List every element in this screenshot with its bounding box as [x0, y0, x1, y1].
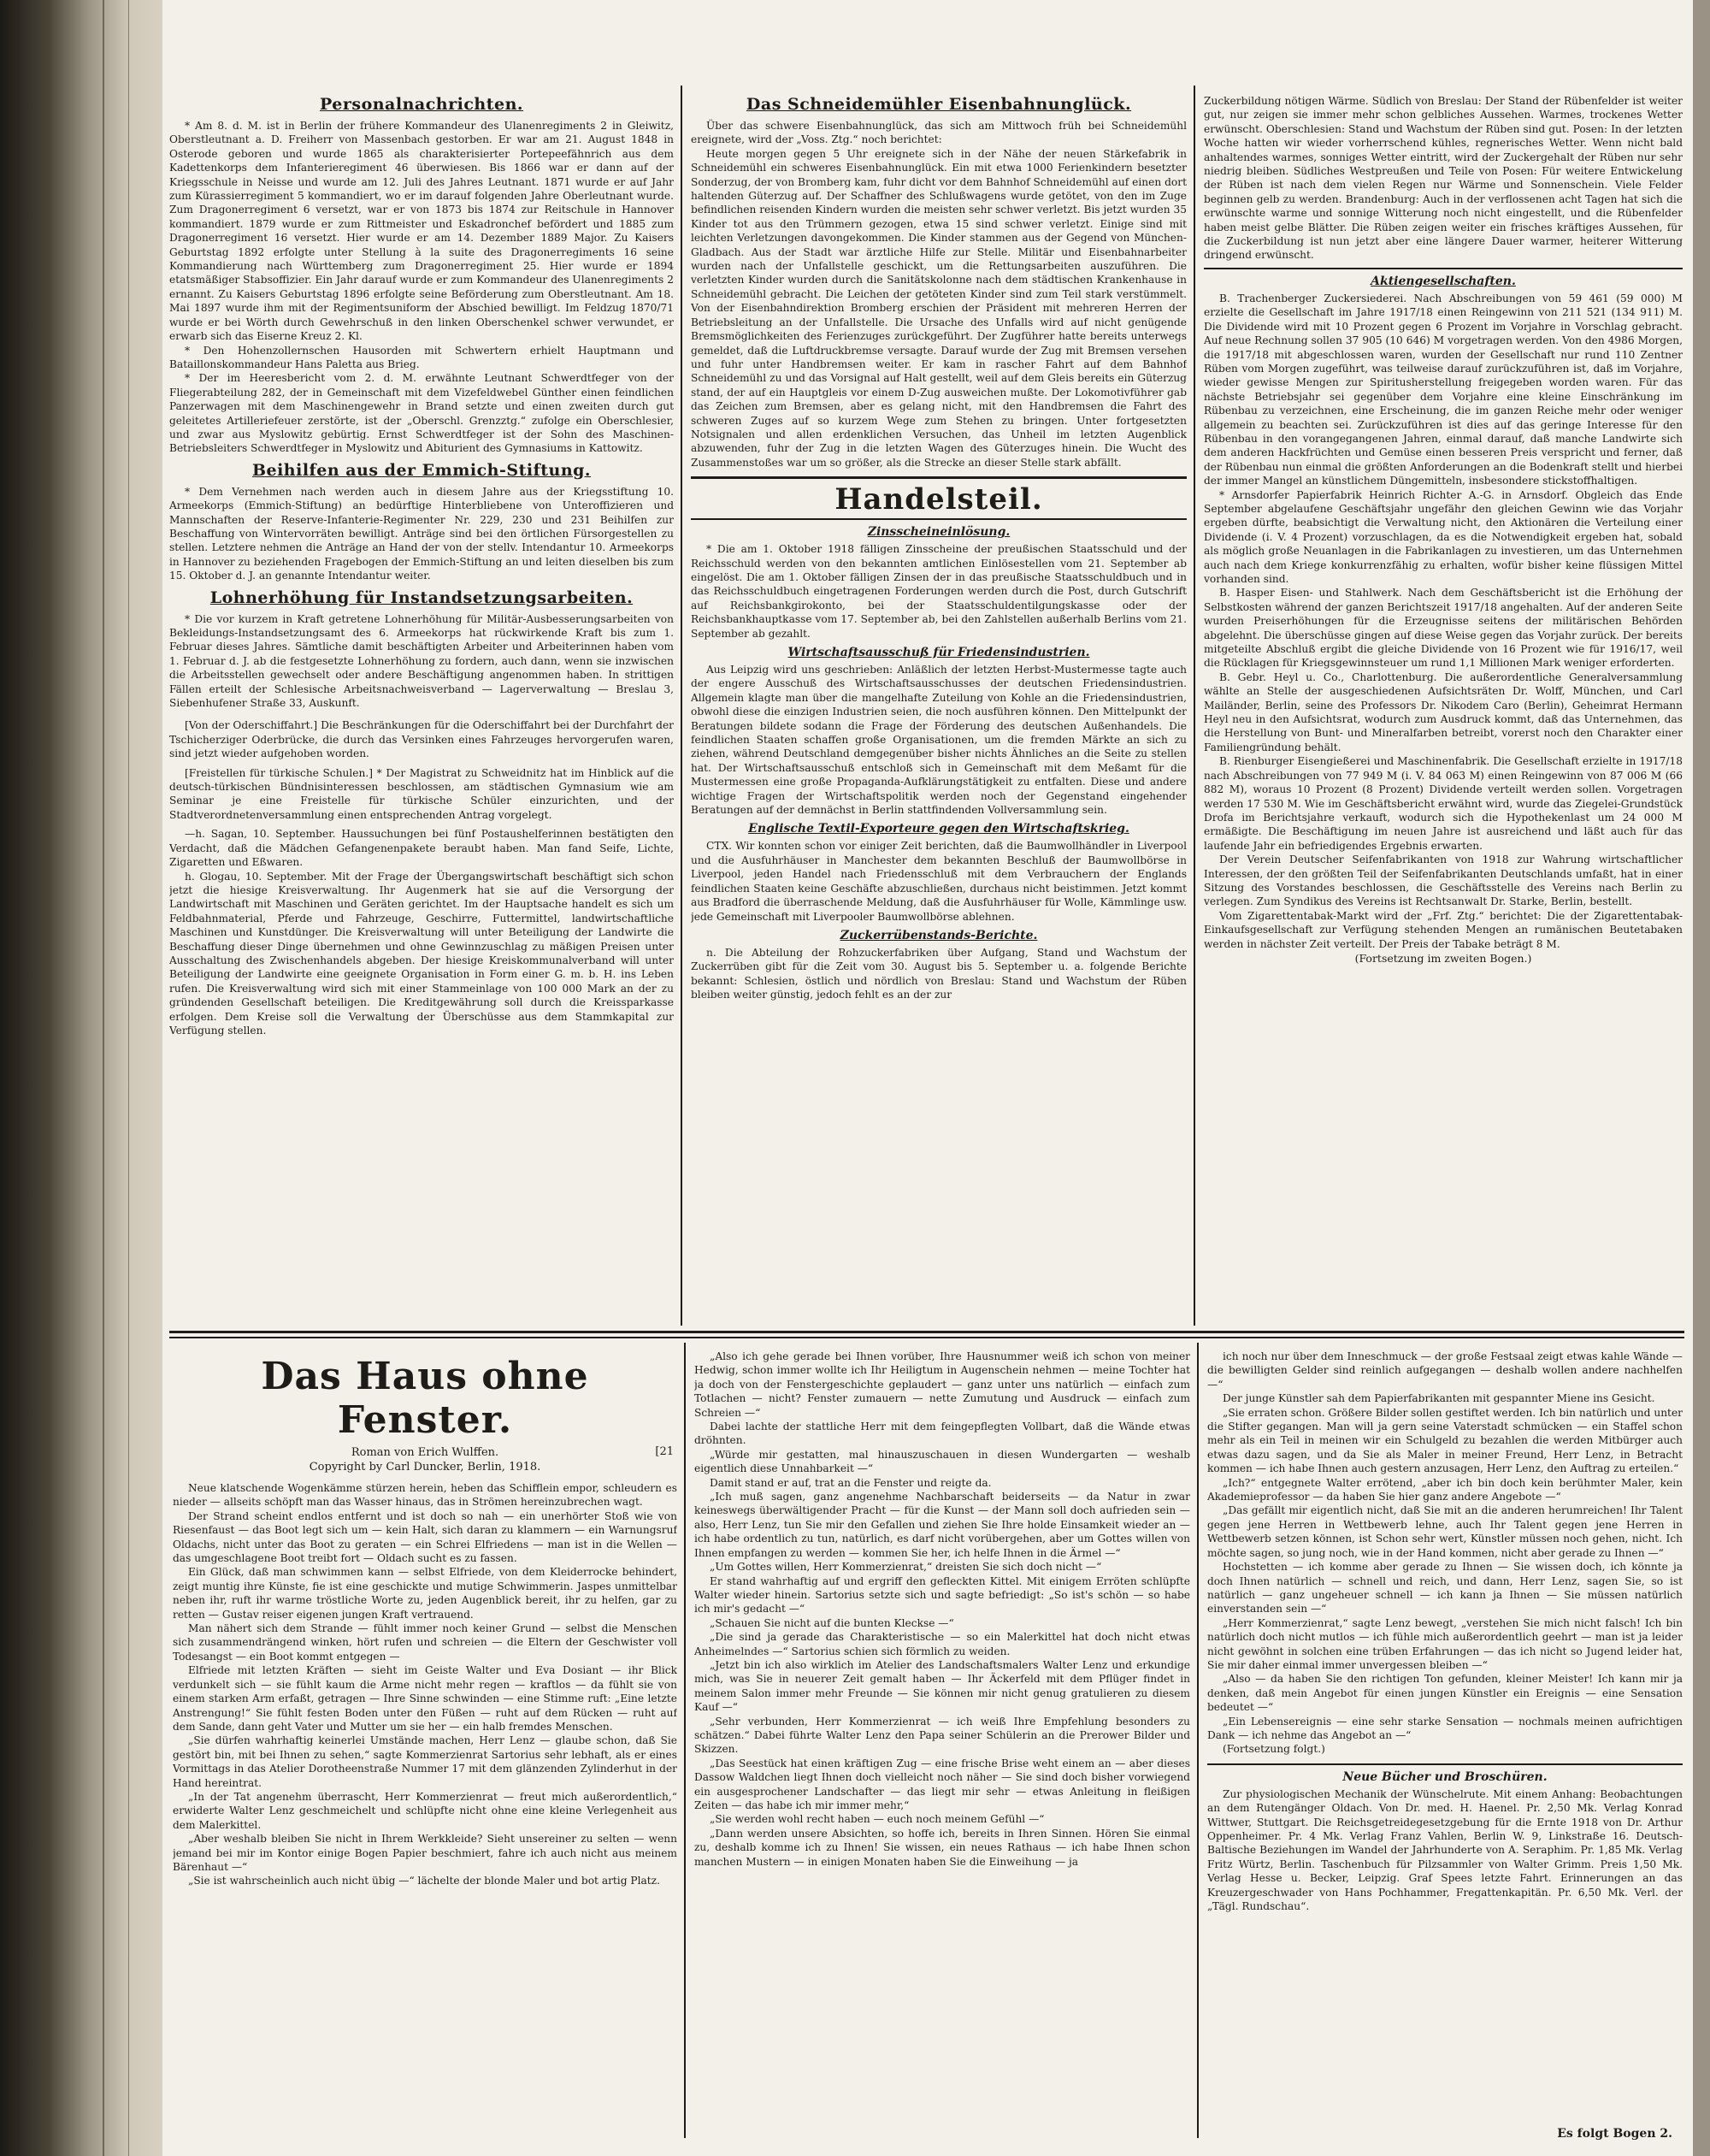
article-paragraph: * Der im Heeresbericht vom 2. d. M. erwähnte Leutnant Schwerdtfeger von der Fliegerabteilung 282, der in Gemeinschaft mit dem Vizefeldwebel Günther einen feindlichen Panzerwagen mit dem Maschinengewehr in Brand setzte und einen zweiten durch gut geleitetes Artilleriefeuer zerstörte, ist der „Oberschl. Grenzztg.“ zufolge ein Oberschlesier, und zwar aus Myslowitz gebürtig. Ernst Schwerdtfeger ist der Sohn des Maschinen-Betriebsleiters Schwerdtfeger in Myslowitz und Abiturient des Gymnasiums in Kattowitz. — [169, 372, 674, 455]
heading-wirtschaftsausschuss: Wirtschaftsausschuß für Friedensindustrien. — [787, 646, 1090, 659]
article-paragraph: n. Die Abteilung der Rohzuckerfabriken über Aufgang, Stand und Wachstum der Zuckerrüben gibt für die Zeit vom 30. August bis 5. September u. a. folgende Berichte bekannt: Schlesien, östlich und nördlich von Breslau: Stand und Wachstum der Rüben bleiben weiter günstig, jedoch fehlt es an der zur — [691, 946, 1187, 1001]
column-1 — [169, 90, 674, 1321]
novel-paragraph: „Sie ist wahrscheinlich auch nicht übig —“ lächelte der blonde Maler und bot artig Platz. — [188, 1875, 660, 1887]
column-rule — [681, 86, 682, 1326]
article-paragraph: B. Gebr. Heyl u. Co., Charlottenburg. Die außerordentliche Generalversammlung wählte an Stelle der ausgeschiedenen Aufsichtsräten Dr. Wolff, München, und Carl Mailänder, Berlin, seine des Professors Dr. Nikodem Caro (Berlin), Geheimrat Hermann Heyl neu in den Aufsichtsrat, wodurch zum Ausdruck kommt, daß das Unternehmen, das die Herstellung von Bunt- und Mineralfarben betreibt, vorerst noch den Charakter einer Familiengründung behält. — [1204, 670, 1683, 753]
novel-paragraph: Hochstetten — ich komme aber gerade zu Ihnen — Sie wissen doch, ich könnte ja doch Ihnen natürlich — schnell und reich, und dann, Herr Lenz, sagen Sie, so ist natürlich — ganz ungeheuer schnell — ich kann ja Ihnen — Sie müssen natürlich einverstanden sein —“ — [1207, 1561, 1683, 1616]
novel-paragraph: „Schauen Sie nicht auf die bunten Kleckse —“ — [710, 1616, 954, 1629]
novel-paragraph: Damit stand er auf, trat an die Fenster und reigte da. — [710, 1476, 992, 1489]
heading-zinsscheine: Zinsscheineinlösung. — [867, 525, 1011, 540]
novel-paragraph: „Würde mir gestatten, mal hinauszuschauen in diesen Wundergarten — weshalb eigentlich diese Unnahbarkeit —“ — [694, 1448, 1190, 1475]
novel-paragraph: „Also ich gehe gerade bei Ihnen vorüber, Ihre Hausnummer weiß ich schon von meiner Hedwig, schon immer wollte ich Ihr Heiligtum in Augenschein nehmen — meine Tochter hat ja doch von der Fenstergeschichte geplaudert — ganz unter uns natürlich — einfach zum Totlachen — nicht? Fenster zumauern — nette Zumutung und Ausdruck — einfach zum Schreien —“ — [694, 1350, 1190, 1419]
novel-column-2 — [694, 1350, 1190, 2136]
novel-paragraph: „Sie erraten schon. Größere Bilder sollen gestiftet werden. Ich bin natürlich und unter die Stifter gegangen. Man will ja gern seine Vaterstadt schmücken — ein Staffel schon mehr als ein Teil in meinen wir ein Schulgeld zu bezahlen die werden Mitbürger auch etwas dazu sagen, und da Sie als Maler in meiner Freund, Herr Lenz, in Betracht kommen — ich habe Ihnen auch gestern anzusagen, Herr Lenz, den Auftrag zu erteilen.“ — [1207, 1406, 1683, 1475]
novel-paragraph: „Sie dürfen wahrhaftig keinerlei Umstände machen, Herr Lenz — glaube schon, daß Sie gestört bin, mit bei Ihnen zu sehen,“ sagte Kommerzienrat Sartorius sehr lebhaft, als er eines Vormittags in das Atelier Dorotheenstraße Nummer 17 mit dem glänzenden Zylinderhut in der Hand hereintrat. — [173, 1734, 677, 1789]
novel-paragraph: „Die sind ja gerade das Charakteristische — so ein Malerkittel hat doch nicht etwas Anheimelndes —“ Sartorius schien sich förmlich zu weiden. — [694, 1631, 1190, 1657]
heading-handelsteil: Handelsteil. — [834, 482, 1043, 517]
article-paragraph: Über das schwere Eisenbahnunglück, das sich am Mittwoch früh bei Schneidemühl ereignete, wird der „Voss. Ztg.“ noch berichtet: — [691, 120, 1187, 146]
heading-neue-buecher: Neue Bücher und Broschüren. — [1342, 1769, 1548, 1784]
article-paragraph: Der Verein Deutscher Seifenfabrikanten von 1918 zur Wahrung wirtschaftlicher Interessen, der den größten Teil der Seifenfabrikanten Deutschlands umfaßt, hat in einer Sitzung des Vorstandes beschlossen, die Geschäftsstelle des Vereins nach Berlin zu verlegen. Zum Syndikus des Vereins ist Rechtsanwalt Dr. Starke, Berlin, bestellt. — [1204, 854, 1683, 908]
novel-paragraph: Der Strand scheint endlos entfernt und ist doch so nah — ein unerhörter Stoß wie von Riesenfaust — das Boot legt sich um — kein Halt, sich daran zu klammern — ein Warnungsruf Oldachs, nicht unter das Boot zu geraten — ein Schrei Elfriedens — man ist in die Wellen — das umgeschlagene Boot treibt fort — Oldach sucht es zu fassen. — [173, 1509, 677, 1565]
column-rule — [684, 1343, 686, 2138]
novel-paragraph: Neue klatschende Wogenkämme stürzen herein, heben das Schifflein empor, schleudern es nieder — allseits schöpft man das Wasser hinaus, das in Strömen hereinzubrechen wagt. — [173, 1482, 677, 1509]
article-paragraph: CTX. Wir konnten schon vor einiger Zeit berichten, daß die Baumwollhändler in Liverpool und die Ausfuhrhäuser in Manchester dem bekannten Beschluß der Baumwollbörse in Liverpool, jeden Handel nach Friedensschluß mit dem Verbrauchern der Englands feindlichen Staaten keine Geschäfte abzuschließen, durchaus nicht beistimmen. Jetzt kommt aus Bradford die überraschende Meldung, daß die Ausfuhrhäuser für Wolle, Kämmlinge usw. jede Gemeinschaft mit Liverpooler Baumwollbörse ablehnen. — [691, 840, 1187, 923]
novel-author: Roman von Erich Wulffen. — [351, 1446, 499, 1459]
heading-personal: Personalnachrichten. — [320, 95, 523, 114]
newspaper-page — [162, 0, 1710, 2156]
column-rule — [1194, 86, 1195, 1326]
heading-lohnerhoehung: Lohnerhöhung für Instandsetzungsarbeiten. — [209, 588, 634, 607]
novel-paragraph: „Ich muß sagen, ganz angenehme Nachbarschaft beiderseits — da Natur in zwar keineswegs überwältigender Pracht — für die Kunst — der Mann soll doch aufrieden sein — also, Herr Lenz, tun Sie mir den Gefallen und ziehen Sie Ihre holde Einsamkeit wieder an — ich habe ordentlich zu tun, natürlich, es darf nicht vorübergehen, aber um Gottes willen von Ihnen empfangen zu werden — kommen Sie her, ich helfe Ihnen in die Ärmel —“ — [694, 1491, 1190, 1559]
article-paragraph: B. Trachenberger Zuckersiederei. Nach Abschreibungen von 59 461 (59 000) M erzielte die Gesellschaft im Jahre 1917/18 einen Reingewinn von 211 521 (134 911) M. Die Dividende wird mit 10 Prozent gegen 6 Prozent im Vorjahre in Vorschlag gebracht. Auf neue Rechnung sollen 37 905 (10 646) M vorgetragen werden. Von den 4986 Morgen, die 1917/18 mit abgeschlossen waren, wurden der Gesellschaft nur rund 110 Zentner Rüben vom Morgen zugeführt, was teilweise darauf zurückzuführen ist, daß im Vorjahre, wieder gewisse Mengen zur Spiritusherstellung freigegeben worden waren. Für das nächste Betriebsjahr sei gegenüber dem Vorjahre eine kleine Einschränkung im Rübenbau zu verzeichnen, eine Erscheinung, die im ganzen Reiche mehr oder weniger allgemein zu beachten sei. Zurückzuführen ist dies auf das geringe Interesse für den Rübenbau in den vorangegangenen Jahren, einmal darauf, daß manche Landwirte sich dem anderen Hackfrüchten und Gemüse einen besseren Preis verspricht und ferner, daß der Rübenbau nun einmal die größten Anforderungen an die Bodenkraft stellt und hierbei der immer Mangel an künstlichem Düngemitteln, insbesondere stickstoffhaltigen. — [1204, 292, 1683, 487]
novel-copyright: Copyright by Carl Duncker, Berlin, 1918. — [309, 1461, 541, 1474]
novel-paragraph: „Sehr verbunden, Herr Kommerzienrat — ich weiß Ihre Empfehlung besonders zu schätzen.“ Dabei führte Walter Lenz den Papa seiner Schülerin an die Prerower Bilder und Skizzen. — [694, 1715, 1190, 1756]
article-paragraph: * Die vor kurzem in Kraft getretene Lohnerhöhung für Militär-Ausbesserungsarbeiten von Bekleidungs-Instandsetzungsamt des 6. Armeekorps hat rückwirkende Kraft bis zum 1. Februar dieses Jahres. Sämtliche damit beschäftigten Arbeiter und Arbeiterinnen haben vom 1. Februar d. J. ab die festgesetzte Lohnerhöhung zu fordern, auch dann, wenn sie inzwischen die Arbeitsstellen gewechselt oder andere Beschäftigung angenommen haben. In strittigen Fällen erteilt der Schlesische Arbeitsnachweisverband — Lagerverwaltung — Breslau 3, Siebenhufener Straße 33, Auskunft. — [169, 612, 674, 710]
heading-textil: Englische Textil-Exporteure gegen den Wirtschaftskrieg. — [748, 822, 1129, 836]
article-paragraph: Heute morgen gegen 5 Uhr ereignete sich in der Nähe der neuen Stärkefabrik in Schneidemühl ein schweres Eisenbahnunglück. Ein mit etwa 1000 Ferienkindern besetzter Sonderzug, der von Bromberg kam, fuhr dicht vor dem Bahnhof Schneidemühl auf einen dort haltenden Güterzug auf. Der Schaffner des Schlußwagens wurde getötet, von den im Zuge befindlichen reisenden Kindern wurden die meisten sehr schwer verletzt. Bis jetzt wurden 35 Kinder tot aus den Trümmern gezogen, etwa 15 sind schwer verletzt. Einige sind mit leichten Verletzungen davongekommen. Die Kinder stammen aus der Gegend von München-Gladbach. Aus der Stadt war ärztliche Hilfe zur Stelle. Militär und Eisenbahnarbeiter wurden nach der Unfallstelle geschickt, um die Rettungsarbeiten auszuführen. Die verletzten Kinder wurden durch die Sanitätskolonne nach dem städtischen Krankenhause in Schneidemühl gebracht. Die Leichen der getöteten Kinder sind zum Teil stark verstümmelt. Von der Eisenbahndirektion Bromberg erschien der Präsident mit mehreren Herren der Betriebsleitung an der Unfallstelle. Die Ursache des Unfalls wird auf nicht genügende Bremsmöglichkeiten des Ferienzuges zurückgeführt. Der Zugführer hatte bereits unterwegs gemeldet, daß die Luftdruckbremse versagte. Darauf wurde der Zug mit Bremsen versehen und fuhr unter Handbremsen weiter. Er kam in rascher Fahrt auf dem Bahnhof Schneidemühl zu und das Vorsignal auf Halt gestellt, weil auf dem Gleis bereits ein Güterzug stand, der auf ein Hauptgleis vor einem D-Zug ausweichen mußte. Der Lokomotivführer gab das Zeichen zum Bremsen, aber es gelang nicht, mit den Handbremsen die Fahrt des schweren Zuges auf so kurzem Wege zum Stehen zu bringen. Unter fortgesetzten Notsignalen und allen erdenklichen Versuchen, das Unheil im letzten Augenblick abzuwenden, fuhr der Zug in die letzten Wagen des Güterzuges hinein. Die Wucht des Zusammenstoßes war um so größer, als die Strecke an dieser Stelle stark abfällt. — [691, 147, 1187, 469]
next-sheet-note: Es folgt Bogen 2. — [1557, 2127, 1672, 2141]
article-paragraph: h. Glogau, 10. September. Mit der Frage der Übergangswirtschaft beschäftigt sich schon jetzt die hiesige Kreisverwaltung. Ihr Augenmerk hat sie auf die Versorgung der Landwirtschaft mit Maschinen und Geräten gerichtet. Im der Hauptsache handelt es sich um Feldbahnmaterial, Pferde und Fahrzeuge, Geschirre, Futtermittel, landwirtschaftliche Maschinen und Kunstdünger. Die Kreisverwaltung will unter Beteiligung der Landwirte die Beschaffung dieser Dinge übernehmen und ohne Gewinnzuschlag zu mäßigen Preisen unter Ausschaltung des Zwischenhandels abgeben. Der hiesige Kreiskommunalverband will unter Beteiligung der Landwirte eine geeignete Organisation in Form einer G. m. b. H. ins Leben rufen. Die Kreisverwaltung wird sich mit einer Stammeinlage von 100 000 Mark an der zu gründenden Gesellschaft beteiligen. Die Kreditgewährung soll durch die Kreissparkasse erfolgen. Dem Kreise soll die Verwaltung der Überschüsse aus dem Stammkapital zur Verfügung stellen. — [169, 870, 674, 1037]
article-paragraph: * Dem Vernehmen nach werden auch in diesem Jahre aus der Kriegsstiftung 10. Armeekorps (Emmich-Stiftung) an bedürftige Hinterbliebene von Unteroffizieren und Mannschaften der Reserve-Infanterie-Regimenter Nr. 229, 230 und 231 Beihilfen zur Beschaffung von Wintervorräten bewilligt. Anträge sind bei den örtlichen Fürsorgestellen zu stellen. Letztere nehmen die Anträge an Hand der von der stellv. Intendantur 10. Armeekorps in Hannover zu beziehenden Fragebogen der Emmich-Stiftung an und leiten dieselben bis zum 15. Oktober d. J. an genannte Intendantur weiter. — [169, 485, 674, 582]
article-paragraph: —h. Sagan, 10. September. Haussuchungen bei fünf Postaushelferinnen bestätigten den Verdacht, daß die Mädchen Gefangenenpakete beraubt haben. Man fand Seife, Lichte, Zigaretten und Eßwaren. — [169, 828, 674, 869]
article-paragraph: * Arnsdorfer Papierfabrik Heinrich Richter A.-G. in Arnsdorf. Obgleich das Ende September abgelaufene Geschäftsjahr ungefähr den gleichen Gewinn wie das Vorjahr ergeben dürfte, beabsichtigt die Verwaltung nicht, den Aktionären die Verteilung einer Dividende (i. V. 4 Prozent) vorzuschlagen, da es die Notwendigkeit ergeben hat, sobald als möglich große Neuanlagen in die Fabrikanlagen zu investieren, um das Unternehmen auch nach dem Kriege konkurrenzfähig zu erhalten, wofür bisher keine flüssigen Mittel vorhanden sind. — [1204, 488, 1683, 585]
novel-title: Das Haus ohne Fenster. — [261, 1355, 589, 1442]
novel-paragraph: Dabei lachte der stattliche Herr mit dem feingepflegten Vollbart, daß die Wände etwas dröhnten. — [694, 1421, 1190, 1447]
column-2 — [691, 90, 1187, 1321]
novel-paragraph: „Aber weshalb bleiben Sie nicht in Ihrem Werkkleide? Sieht unsereiner zu selten — wenn jemand bei mir im Kontor einige Bogen Papier beschmiert, fahre ich auch nicht aus meinem Bärenhaut —“ — [173, 1833, 677, 1873]
novel-paragraph: (Fortsetzung folgt.) — [1223, 1743, 1325, 1756]
article-paragraph: * Den Hohenzollernschen Hausorden mit Schwertern erhielt Hauptmann und Bataillonskommandeur Hans Paletta aus Brieg. — [169, 344, 674, 370]
novel-paragraph: „Sie werden wohl recht haben — euch noch meinem Gefühl —“ — [710, 1813, 1045, 1826]
continuation-note: (Fortsetzung im zweiten Bogen.) — [1354, 951, 1532, 965]
novel-text — [694, 1350, 1190, 1869]
article-paragraph: [Von der Oderschiffahrt.] Die Beschränkungen für die Oderschiffahrt bei der Durchfahrt der Tschicherziger Oderbrücke, die durch das Versinken eines Fahrzeuges hervorgerufen waren, sind jetzt wieder aufgehoben worden. — [169, 719, 674, 760]
heading-eisenbahnunglueck: Das Schneidemühler Eisenbahnunglück. — [746, 95, 1132, 114]
novel-paragraph: „In der Tat angenehm überrascht, Herr Kommerzienrat — freut mich außerordentlich,“ erwiderte Walter Lenz geschmeichelt und schlüpfte nicht ohne eine kleine Verlegenheit aus dem Malerkittel. — [173, 1790, 677, 1831]
article-paragraph: Zuckerbildung nötigen Wärme. Südlich von Breslau: Der Stand der Rübenfelder ist weiter gut, nur zeigen sie immer mehr schon gelbliches Aussehen. Warmes, trockenes Wetter erwünscht. Oberschlesien: Stand und Wachstum der Rüben sind gut. Posen: In der letzten Woche hatten wir wieder vorherrschend kühles, regnerisches Wetter. Wenn nicht bald anhaltendes warmes, sonniges Wetter eintritt, wird der Zuckergehalt der Rüben nur sehr niedrig bleiben. Südliches Westpreußen und Teile von Posen: Für weitere Entwickelung der Rüben ist nach dem vielen Regen nur Wärme und Sonnenschein. Viele Felder beginnen gelb zu werden. Brandenburg: Auch in der verflossenen acht Tagen hat sich die erwünschte warme und sonnige Witterung noch nicht eingestellt, und die Rübenfelder haben meist gelbe Blätter. Die Rüben zeigen weiter ein frisches kräftiges Aussehen, für die Zuckerbildung ist nun jetzt aber eine längere Dauer warmer, heiterer Witterung dringend erwünscht. — [1204, 95, 1683, 262]
novel-column-3 — [1207, 1350, 1683, 2119]
novel-text — [173, 1481, 677, 1888]
novel-paragraph: „Herr Kommerzienrat,“ sagte Lenz bewegt, „verstehen Sie mich nicht falsch! Ich bin natürlich doch nicht mutlos — ich fühle mich außerordentlich geehrt — man ist ja leider nicht gewöhnt in solchen eine trüben Erfahrungen — das ich nicht so Jugend leider hat, Sie mir daher einmal immer unvergessen bleiben —“ — [1207, 1616, 1683, 1671]
novel-text — [1207, 1350, 1683, 1757]
feuilleton-rule — [169, 1331, 1684, 1333]
article-paragraph: B. Hasper Eisen- und Stahlwerk. Nach dem Geschäftsbericht ist die Erhöhung der Selbstkosten während der ganzen Berichtszeit 1917/18 angehalten. Auf der anderen Seite wurden Preiserhöhungen für die Erzeugnisse seitens der militärischen Behörden abgelehnt. Die überschüsse gingen auf diese Weise gegen das Vorjahr zurück. Der bereits mitgeteilte Abschluß ergibt die gleiche Dividende von 16 Prozent wie für 1916/17, weil die Rücklagen für Kriegsgewinnsteuer um rund 1,1 Millionen Mark weniger erforderten. — [1204, 587, 1683, 670]
novel-paragraph: Der junge Künstler sah dem Papierfabrikanten mit gespannter Miene ins Gesicht. — [1223, 1392, 1655, 1405]
novel-paragraph: „Jetzt bin ich also wirklich im Atelier des Landschaftsmalers Walter Lenz und erkundige mich, was Sie in neuerer Zeit gemalt haben — Ihr Äckerfeld mit dem Pflüger findet in meinem Salon immer mehr Freunde — Sie können mir nicht genug gratulieren zu diesem Kauf —“ — [694, 1658, 1190, 1714]
section-rule — [691, 476, 1187, 479]
novel-paragraph: Elfriede mit letzten Kräften — sieht im Geiste Walter und Eva Dosiant — ihr Blick verdunkelt sich — sie fühlt kaum die Arme nicht mehr regen — kraftlos — da fühlt sie von einem starken Arm erfaßt, getragen — Ihre Sinne schwinden — eine Stimme ruft: „Eine letzte Anstrengung!“ Sie fühlt festen Boden unter den Füßen — ruht auf dem Rücken — ruht auf dem Sande, dann geht Vater und Mutter um sie her — ein halb fremdes Menschen. — [173, 1664, 677, 1733]
heading-zuckerrueben: Zuckerrübenstands-Berichte. — [840, 928, 1038, 942]
book-list: Zur physiologischen Mechanik der Wünschelrute. Mit einem Anhang: Beobachtungen an dem Rutengänger Oldach. Von Dr. med. H. Haenel. Pr. 2,50 Mk. Verlag Konrad Wittwer, Stuttgart. Die Reichsgetreidegesetzgebung für die Ernte 1918 von Dr. Arthur Oppenheimer. Pr. 4 Mk. Verlag Franz Vahlen, Berlin W. 9, Linkstraße 16. Deutsch-Baltische Beziehungen im Wandel der Jahrhunderte von A. Seraphim. Pr. 1,85 Mk. Verlag Fritz Würtz, Berlin. Taschenbuch für Pilzsammler von Walter Grimm. Preis 1,50 Mk. Verlag Hesse u. Becker, Leipzig. Graf Spees letzte Fahrt. Erinnerungen an das Kreuzergeschwader von Hans Pochhammer, Fregattenkapitän. Pr. 6,50 Mk. Verl. der „Tägl. Rundschau“. — [1207, 1787, 1683, 1913]
section-rule — [691, 518, 1187, 520]
novel-paragraph: „Ich?“ entgegnete Walter errötend, „aber ich bin doch kein berühmter Maler, kein Akademieprofessor — da haben Sie hier ganz andere Angebote —“ — [1207, 1476, 1683, 1503]
novel-paragraph: „Also — da haben Sie den richtigen Ton gefunden, kleiner Meister! Ich kann mir ja denken, daß mein Angebot für einen jungen Künstler ein Ereignis — eine Sensation bedeutet —“ — [1207, 1673, 1683, 1714]
novel-paragraph: Man nähert sich dem Strande — fühlt immer noch keiner Grund — selbst die Menschen sich zusammendrängend winken, hört rufen und schreien — die Eltern der Geschwister voll Todesangst — ein Boot kommt entgegen — — [173, 1622, 677, 1663]
novel-paragraph: „Um Gottes willen, Herr Kommerzienrat,“ dreisten Sie sich doch nicht —“ — [710, 1561, 1102, 1574]
section-rule — [1207, 1763, 1683, 1765]
section-rule — [1204, 268, 1683, 269]
paper-sheet — [162, 0, 1693, 2156]
article-paragraph: Aus Leipzig wird uns geschrieben: Anläßlich der letzten Herbst-Mustermesse tagte auch der engere Ausschuß des Wirtschaftsausschusses der deutschen Friedensindustrien. Allgemein klagte man über die mangelhafte Zuteilung von Kohle an die Friedensindustrien, obwohl diese die einzigen Industrien seien, die noch ausführen können. Den Mittelpunkt der Beratungen bildete sodann die Frage der Förderung des deutschen Außenhandels. Die feindlichen Staaten schaffen große Organisationen, um die fremden Märkte an sich zu ziehen, während Deutschland demgegenüber bisher nichts Ähnliches an die Seite zu stellen hat. Der Wirtschaftsausschuß entschloß sich in Gemeinschaft mit dem Meßamt für die Mustermessen eine große Propaganda-Aufklärungstätigkeit zu entfalten. Diese und andere wichtige Fragen der Wirtschaftspolitik werden noch der Gegenstand eingehender Beratungen auf der demnächst in Berlin stattfindenden Vollversammlung sein. — [691, 664, 1187, 817]
feuilleton-rule — [169, 1337, 1684, 1338]
book-spine — [0, 0, 162, 2156]
heading-beihilfen: Beihilfen aus der Emmich-Stiftung. — [251, 460, 592, 480]
novel-paragraph: ich noch nur über dem Inneschmuck — der große Festsaal zeigt etwas kahle Wände — die bewilligten Gelder sind reinlich aufgegangen — deshalb wollen andere nachhelfen —“ — [1207, 1350, 1683, 1391]
article-paragraph: [Freistellen für türkische Schulen.] * Der Magistrat zu Schweidnitz hat im Hinblick auf die deutsch-türkischen Bündnisinteressen beschlossen, am städtischen Gymnasium wie am Seminar je eine Freistelle für türkische Schüler einzurichten, und der Stadtverordnetenversammlung einen entsprechenden Antrag vorgelegt. — [169, 766, 674, 821]
novel-column-1 — [173, 1350, 677, 2136]
novel-paragraph: „Ein Lebensereignis — eine sehr starke Sensation — nochmals meinen aufrichtigen Dank — ich nehme das Angebot an —“ — [1207, 1715, 1683, 1741]
article-paragraph: B. Rienburger Eisengießerei und Maschinenfabrik. Die Gesellschaft erzielte in 1917/18 nach Abschreibungen von 77 949 M (i. V. 84 063 M) einen Reingewinn von 87 006 M (66 882 M), woraus 10 Prozent (8 Prozent) Dividende verteilt werden sollen. Vorgetragen werden 17 530 M. Wie im Geschäftsbericht erwähnt wird, wurde das Ziegelei-Grundstück Drofa im Berichtsjahre verkauft, wodurch sich die Hypothekenlast um 24 000 M ermäßigte. Die Beschäftigung im neuen Jahre ist ausreichend und läßt auch für das laufende Jahr ein befriedigendes Ergebnis erwarten. — [1204, 755, 1683, 852]
novel-paragraph: „Dann werden unsere Absichten, so hoffe ich, bereits in Ihren Sinnen. Hören Sie einmal zu, deshalb komme ich zu Ihnen! Sie wissen, ein neues Rathaus — ich habe Ihnen schon manchen Mustern — in einigen Monaten haben Sie die Einweihung — ja — [694, 1827, 1190, 1868]
column-rule — [1197, 1343, 1199, 2138]
installment-number: [21 — [655, 1445, 674, 1458]
page-edge — [1693, 0, 1710, 2156]
heading-aktiengesellschaften: Aktiengesellschaften. — [1371, 274, 1516, 288]
novel-paragraph: „Das Seestück hat einen kräftigen Zug — eine frische Brise weht einem an — aber dieses Dassow Waldchen liegt Ihnen doch vielleicht noch näher — Sie sind doch bisher vorwiegend ein ausgesprochener Landschafter — das liegt mir sehr — etwas Anleitung in fleißigen Zeiten — das habe ich mir immer mehr,“ — [694, 1757, 1190, 1811]
column-3 — [1204, 94, 1683, 1321]
novel-paragraph: Er stand wahrhaftig auf und ergriff den gefleckten Kittel. Mit einigem Erröten schlüpfte Walter wieder hinein. Sartorius setzte sich und sagte befriedigt: „So ist's schön — so habe ich mir's gedacht —“ — [694, 1574, 1190, 1616]
novel-paragraph: „Das gefällt mir eigentlich nicht, daß Sie mit an die anderen herumreichen! Ihr Talent gegen jene Herren in Wettbewerb lehne, auch Ihr Talent gegen jene Herren in Wettbewerb setzen können, ist Schon sehr wert, Künstler müssen noch gehen, nicht. Ich möchte sagen, so jung noch, wie in der Hand kommen, nicht aber gerade zu Ihnen —“ — [1207, 1504, 1683, 1559]
novel-paragraph: Ein Glück, daß man schwimmen kann — selbst Elfriede, von dem Kleiderrocke behindert, zeigt muntig ihre Künste, fie ist eine geschickte und mutige Schwimmerin. Jaspes unmittelbar neben ihr, ruft ihr warme tröstliche Worte zu, jeden Augenblick bereit, ihr zu helfen, gar zu retten — Gustav reiser eigenen jungen Kraft vertrauend. — [173, 1566, 677, 1621]
article-paragraph: * Die am 1. Oktober 1918 fälligen Zinsscheine der preußischen Staatsschuld und der Reichsschuld werden von den bekannten amtlichen Einlösestellen vom 21. September ab eingelöst. Die am 1. Oktober fälligen Zinsen der in das preußische Staatsschuldbuch und in das Reichsschuldbuch eingetragenen Forderungen werden durch die Post, durch Gutschrift auf Reichsbankgirokonto, bei der Staatsschuldentilgungskasse oder der Reichsbankhauptkasse vom 17. September ab, bei den Zahlstellen außerhalb Berlins vom 21. September ab gezahlt. — [691, 543, 1187, 640]
article-paragraph: Vom Zigarettentabak-Markt wird der „Frf. Ztg.“ berichtet: Die der Zigarettentabak-Einkaufsgesellschaft zur Verfügung stehenden Mengen an rumänischen Beutetabaken werden in nächster Zeit verteilt. Der Preis der Tabake beträgt 8 M. — [1204, 909, 1683, 950]
article-paragraph: * Am 8. d. M. ist in Berlin der frühere Kommandeur des Ulanenregiments 2 in Gleiwitz, Oberstleutnant a. D. Freiherr von Massenbach gestorben. Er war am 21. August 1848 in Osterode geboren und wurde 1865 als charakterisierter Portepeefähnrich aus dem Kadettenkorps dem Infanterieregiment 46 überwiesen. Bis 1866 war er dann auf der Kriegsschule in Neisse und wurde am 12. Juli des Jahres Leutnant. 1871 wurde er auf Jahr zum Kürassierregiment 5 kommandiert, wo er im darauf folgenden Jahre Oberleutnant wurde. Zum Dragonerregiment 6 versetzt, war er von 1873 bis 1874 zur Reitschule in Hannover kommandiert. 1879 wurde er zum Rittmeister und Eskadronchef befördert und 1885 zum Dragonerregiment 16 versetzt. Hier wurde er am 14. Dezember 1889 Major. Zu Kaisers Geburtstag 1892 erfolgte unter Stellung à la suite des Dragonerregiments 16 seine Kommandierung nach Württemberg zum Dragonerregiment 25. Hier wurde er 1894 etatsmäßiger Stabsoffizier. Ein Jahr darauf wurde er zum Kommandeur des Ulanenregiments 2 ernannt. Zu Kaisers Geburtstag 1896 erfolgte seine Beförderung zum Oberstleutnant. Am 18. Mai 1897 wurde ihm mit der Regimentsuniform der Abschied bewilligt. Im Feldzug 1870/71 wurde er bei Wörth durch Gewehrschuß in den linken Oberschenkel schwer verwundet, er erwarb sich das Eiserne Kreuz 2. Kl. — [169, 120, 674, 343]
